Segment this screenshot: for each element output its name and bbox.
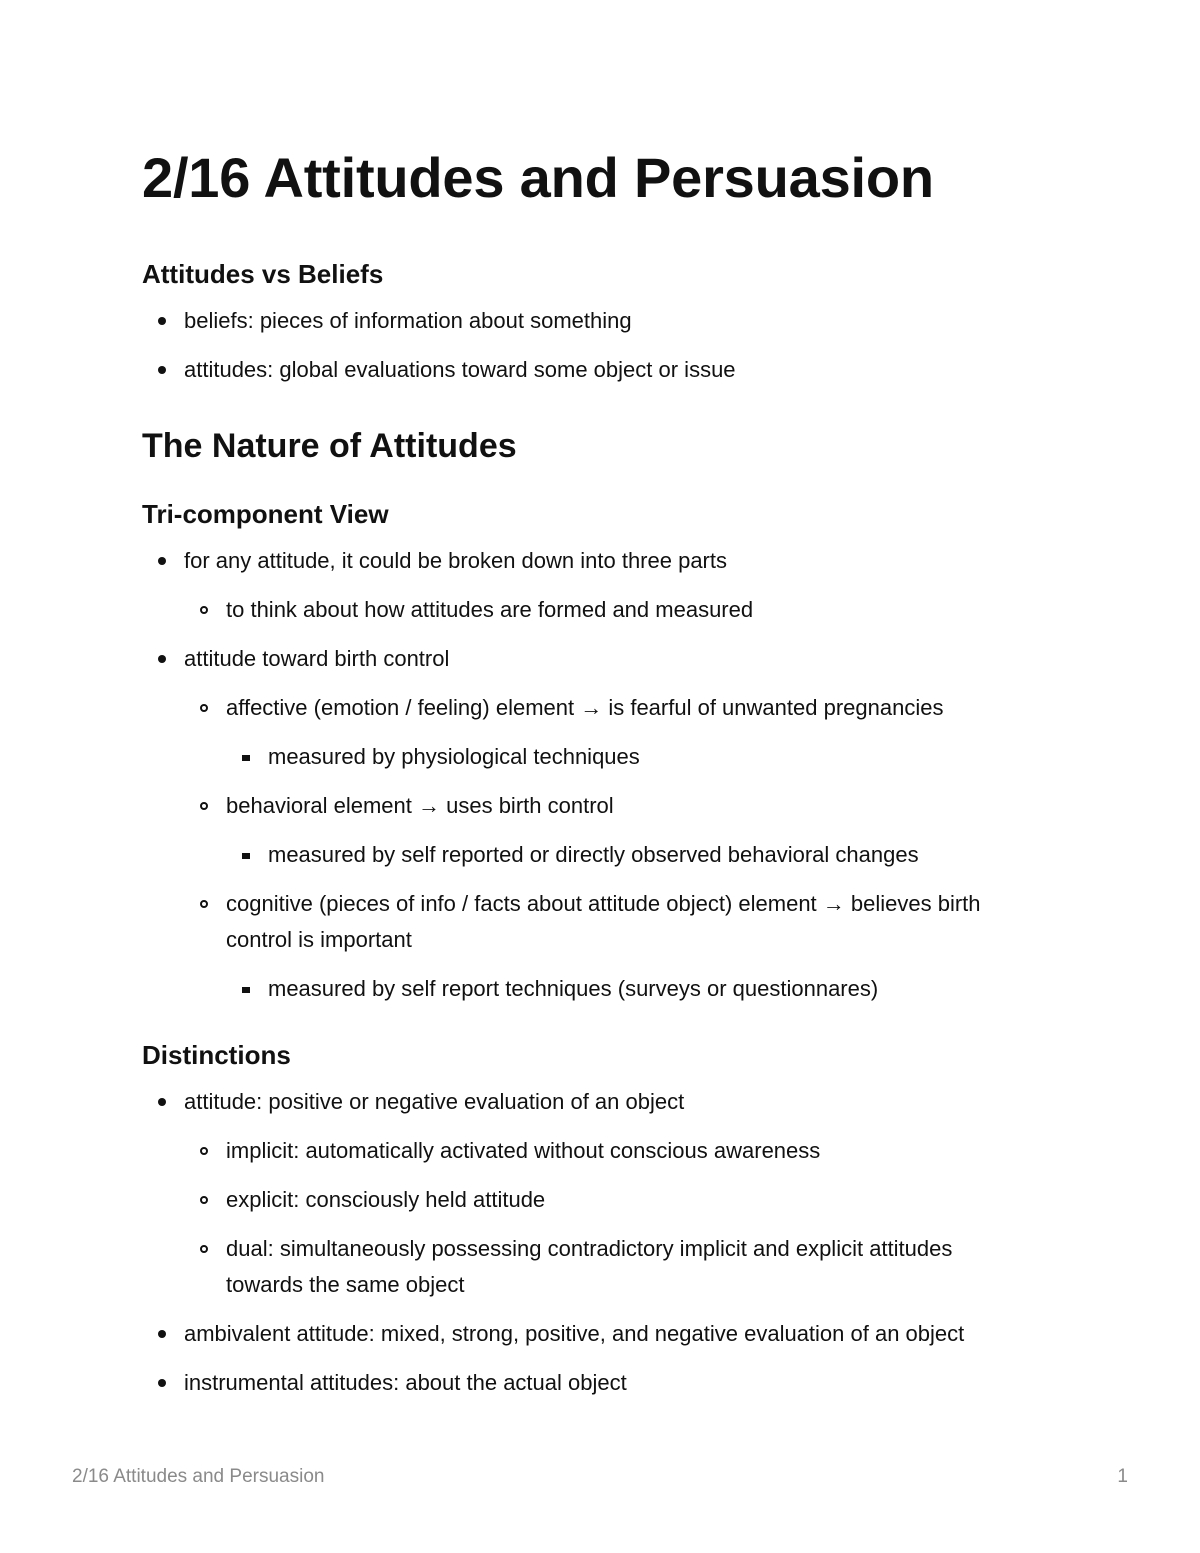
list-item: ambivalent attitude: mixed, strong, positive, and negative evaluation of an object <box>142 1316 1062 1352</box>
list-item: measured by self report techniques (surveys or questionnares) <box>142 971 1062 1007</box>
list-item: for any attitude, it could be broken down into three parts <box>142 543 1062 579</box>
list-item: cognitive (pieces of info / facts about attitude object) element → believes birth control is important <box>142 886 1062 958</box>
bullet-circle-icon <box>200 704 208 712</box>
bullet-circle-icon <box>200 1196 208 1204</box>
list-tri-component-view <box>142 543 1062 1007</box>
section-heading-attitudes-vs-beliefs: Attitudes vs Beliefs <box>142 259 384 289</box>
list-item: beliefs: pieces of information about something <box>142 303 1062 339</box>
list-attitudes-vs-beliefs <box>142 303 1062 388</box>
bullet-circle-icon <box>200 1245 208 1253</box>
section-heading-tri-component-view: Tri-component View <box>142 499 389 529</box>
bullet-square-icon <box>242 853 250 859</box>
bullet-square-icon <box>242 755 250 761</box>
list-item: affective (emotion / feeling) element → is fearful of unwanted pregnancies <box>142 690 1062 726</box>
bullet-disc-icon <box>158 655 166 663</box>
bullet-circle-icon <box>200 802 208 810</box>
bullet-circle-icon <box>200 900 208 908</box>
bullet-disc-icon <box>158 317 166 325</box>
list-item: dual: simultaneously possessing contradictory implicit and explicit attitudes towards the same object <box>142 1231 1062 1303</box>
bullet-square-icon <box>242 987 250 993</box>
list-item: attitudes: global evaluations toward some object or issue <box>142 352 1062 388</box>
list-item: implicit: automatically activated without conscious awareness <box>142 1133 1062 1169</box>
bullet-circle-icon <box>200 606 208 614</box>
list-item: instrumental attitudes: about the actual object <box>142 1365 1062 1401</box>
list-item: measured by self reported or directly observed behavioral changes <box>142 837 1062 873</box>
footer-page-number: 1 <box>1117 1466 1128 1487</box>
list-item: to think about how attitudes are formed and measured <box>142 592 1062 628</box>
list-item: measured by physiological techniques <box>142 739 1062 775</box>
list-distinctions <box>142 1084 1062 1401</box>
document-body <box>142 140 1062 1401</box>
list-item: explicit: consciously held attitude <box>142 1182 1062 1218</box>
bullet-circle-icon <box>200 1147 208 1155</box>
section-heading-nature-of-attitudes: The Nature of Attitudes <box>142 427 517 465</box>
section-heading-distinctions: Distinctions <box>142 1040 291 1070</box>
bullet-disc-icon <box>158 1098 166 1106</box>
bullet-disc-icon <box>158 1379 166 1387</box>
bullet-disc-icon <box>158 366 166 374</box>
footer-title: 2/16 Attitudes and Persuasion <box>72 1466 325 1487</box>
bullet-disc-icon <box>158 557 166 565</box>
list-item: behavioral element → uses birth control <box>142 788 1062 824</box>
list-item: attitude: positive or negative evaluation of an object <box>142 1084 1062 1120</box>
list-item: attitude toward birth control <box>142 641 1062 677</box>
page-title: 2/16 Attitudes and Persuasion <box>142 146 934 209</box>
bullet-disc-icon <box>158 1330 166 1338</box>
